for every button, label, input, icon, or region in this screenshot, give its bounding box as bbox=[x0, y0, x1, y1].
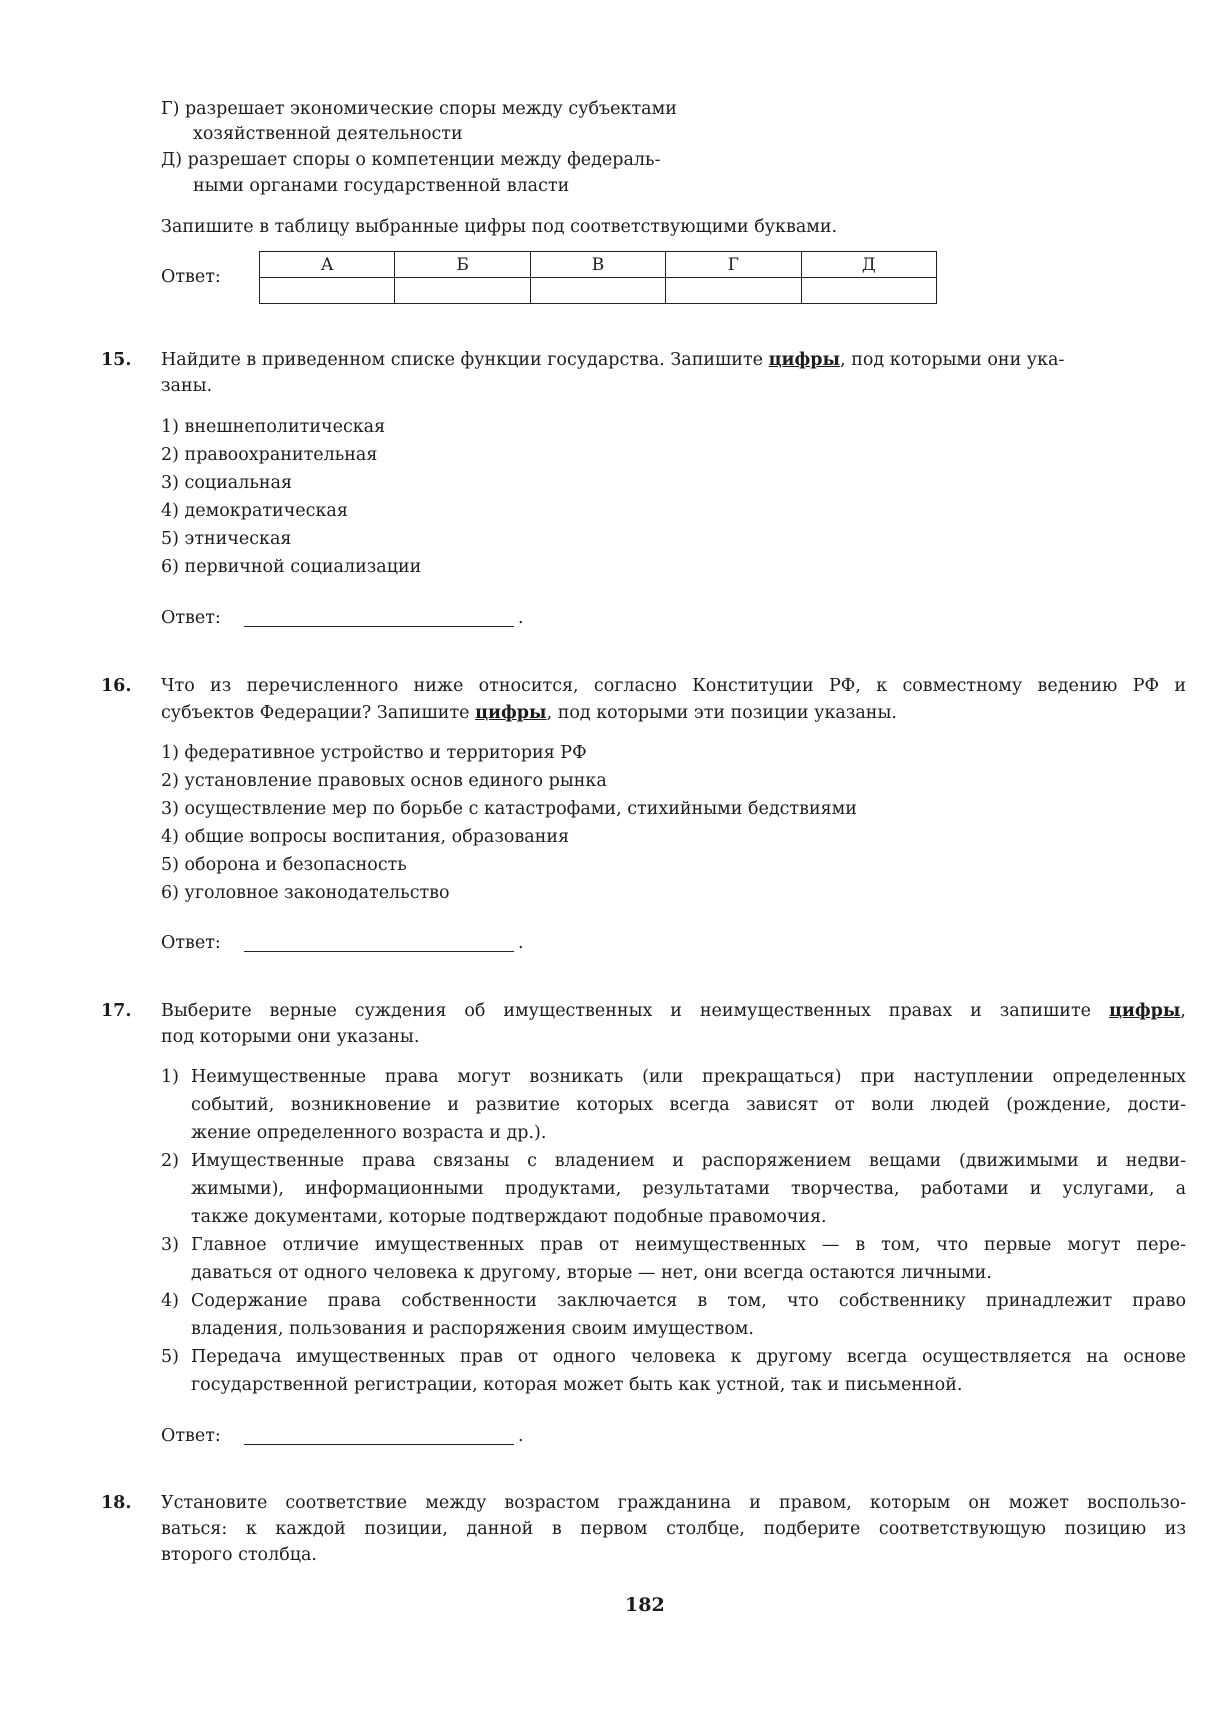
q15-option: 6) первичной социализации bbox=[161, 557, 422, 577]
q18-number: 18. bbox=[101, 1493, 132, 1513]
q17-option-line: даваться от одного человека к другому, вторые — нет, они всегда остаются личными. bbox=[191, 1263, 992, 1283]
q15-option: 4) демократическая bbox=[161, 501, 348, 521]
q16-option: 4) общие вопросы воспитания, образования bbox=[161, 827, 570, 847]
q16-option: 6) уголовное законодательство bbox=[161, 883, 450, 903]
q17-number: 17. bbox=[101, 1001, 132, 1021]
q14-table-header: Г bbox=[666, 252, 801, 278]
q16-option: 1) федеративное устройство и территория РФ bbox=[161, 743, 587, 763]
q14-answer-table bbox=[259, 251, 937, 304]
q15-number: 15. bbox=[101, 350, 132, 370]
q14-table-header: А bbox=[260, 252, 395, 278]
q17-bold-word: цифры bbox=[1108, 1001, 1181, 1021]
q17-option-num: 1) bbox=[161, 1067, 179, 1087]
q14-table-header: В bbox=[530, 252, 665, 278]
q17-option-line: жимыми), информационными продуктами, результатами творчества, работами и услугами, а bbox=[191, 1179, 1186, 1199]
q17-option-num: 4) bbox=[161, 1291, 179, 1311]
q17-text-line2: под которыми они указаны. bbox=[161, 1027, 420, 1047]
q15-text-line2: заны. bbox=[161, 376, 213, 396]
q15-option: 3) социальная bbox=[161, 473, 292, 493]
q17-answer-end: . bbox=[518, 1426, 524, 1446]
q17-option-num: 5) bbox=[161, 1347, 179, 1367]
q17-option-line: также документами, которые подтверждают подобные правомочия. bbox=[191, 1207, 827, 1227]
q17-option-line: Имущественные права связаны с владением и распоряжением вещами (движимыми и недви- bbox=[191, 1151, 1186, 1171]
q15-option: 1) внешнеполитическая bbox=[161, 417, 386, 437]
q17-option-line: Передача имущественных прав от одного человека к другому всегда осуществляется на основе bbox=[191, 1347, 1186, 1367]
q16-text-line2: субъектов Федерации? Запишите цифры, под которыми эти позиции указаны. bbox=[161, 703, 897, 723]
q14-option-g-line2: хозяйственной деятельности bbox=[193, 124, 463, 144]
q14-option-g-line1: Г) разрешает экономические споры между субъектами bbox=[161, 99, 677, 119]
q17-option-line: Содержание права собственности заключается в том, что собственнику принадлежит право bbox=[191, 1291, 1186, 1311]
q17-option-line: владения, пользования и распоряжения своим имуществом. bbox=[191, 1319, 754, 1339]
q17-option-num: 2) bbox=[161, 1151, 179, 1171]
q16-bold-word: цифры bbox=[475, 703, 547, 723]
q14-table-header: Б bbox=[395, 252, 530, 278]
q15-text-line1: Найдите в приведенном списке функции государства. Запишите цифры, под которыми они ука- bbox=[161, 350, 1065, 370]
q16-option: 2) установление правовых основ единого рынка bbox=[161, 771, 607, 791]
q14-answer-cell[interactable] bbox=[530, 278, 665, 304]
q16-answer-label: Ответ: bbox=[161, 933, 221, 953]
q17-option-line: жение определенного возраста и др.). bbox=[191, 1123, 547, 1143]
q14-answer-cell[interactable] bbox=[801, 278, 936, 304]
q16-option: 5) оборона и безопасность bbox=[161, 855, 407, 875]
q15-answer-field[interactable] bbox=[244, 626, 514, 627]
q14-option-d-line2: ными органами государственной власти bbox=[193, 176, 570, 196]
q16-number: 16. bbox=[101, 676, 132, 696]
q16-answer-end: . bbox=[518, 933, 524, 953]
q17-option-line: Неимущественные права могут возникать (или прекращаться) при наступлении определенных bbox=[191, 1067, 1186, 1087]
q16-option: 3) осуществление мер по борьбе с катастрофами, стихийными бедствиями bbox=[161, 799, 857, 819]
q14-answer-cell[interactable] bbox=[260, 278, 395, 304]
q14-answer-cell[interactable] bbox=[666, 278, 801, 304]
q15-option: 2) правоохранительная bbox=[161, 445, 378, 465]
q14-table-header: Д bbox=[801, 252, 936, 278]
q15-answer-end: . bbox=[518, 608, 524, 628]
q17-option-line: Главное отличие имущественных прав от неимущественных — в том, что первые могут пере- bbox=[191, 1235, 1186, 1255]
q17-option-num: 3) bbox=[161, 1235, 179, 1255]
q17-option-line: государственной регистрации, которая может быть как устной, так и письменной. bbox=[191, 1375, 963, 1395]
q14-answer-label: Ответ: bbox=[161, 267, 221, 287]
q15-bold-word: цифры bbox=[768, 350, 841, 370]
q15-option: 5) этническая bbox=[161, 529, 292, 549]
q16-answer-field[interactable] bbox=[244, 951, 514, 952]
q17-answer-field[interactable] bbox=[244, 1444, 514, 1445]
q14-option-d-line1: Д) разрешает споры о компетенции между федераль- bbox=[161, 150, 661, 170]
q18-line: второго столбца. bbox=[161, 1545, 317, 1565]
q14-answer-cell[interactable] bbox=[395, 278, 530, 304]
q18-line: ваться: к каждой позиции, данной в первом столбце, подберите соответствующую позицию из bbox=[161, 1519, 1186, 1539]
q17-text-line1: Выберите верные суждения об имущественных и неимущественных правах и запишите цифры, bbox=[161, 1001, 1186, 1021]
q17-option-line: событий, возникновение и развитие которых всегда зависят от воли людей (рождение, дости- bbox=[191, 1095, 1186, 1115]
page-number: 182 bbox=[625, 1594, 665, 1616]
q17-answer-label: Ответ: bbox=[161, 1426, 221, 1446]
q14-instruction: Запишите в таблицу выбранные цифры под соответствующими буквами. bbox=[161, 217, 838, 237]
q18-line: Установите соответствие между возрастом гражданина и правом, которым он может воспользо- bbox=[161, 1493, 1186, 1513]
q16-text-line1: Что из перечисленного ниже относится, согласно Конституции РФ, к совместному ведению РФ и bbox=[161, 676, 1186, 696]
q15-answer-label: Ответ: bbox=[161, 608, 221, 628]
